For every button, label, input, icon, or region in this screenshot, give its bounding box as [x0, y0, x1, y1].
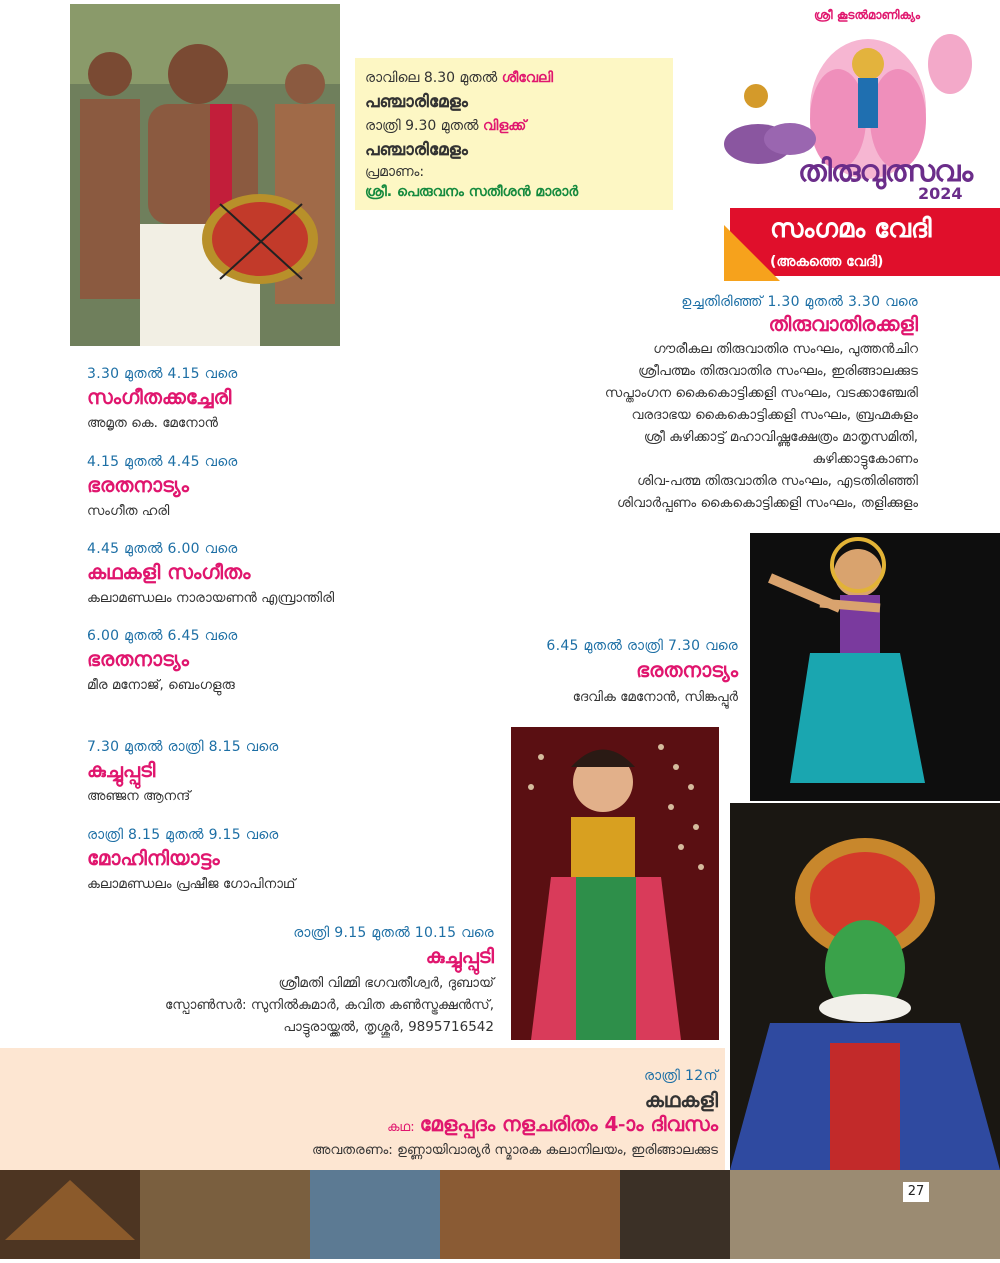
logo-year: 2024 [918, 184, 963, 203]
event-item [398, 638, 738, 708]
event-time: 7.30 മുതൽ രാത്രി 8.15 വരെ [87, 739, 279, 755]
event-title: കഥകളി സംഗീതം [87, 560, 251, 584]
group-list [418, 338, 918, 514]
event-time: 6.00 മുതൽ 6.45 വരെ [87, 628, 238, 644]
event-title: കുച്ചുപ്പുടി [425, 944, 494, 968]
sheeveli-info-box [355, 58, 673, 210]
kathakali-performer-photo [730, 803, 1000, 1170]
event-time: 4.15 മുതൽ 4.45 വരെ [87, 454, 238, 470]
event-time: ഉച്ചതിരിഞ്ഞ് 1.30 മുതൽ 3.30 വരെ [681, 294, 918, 310]
event-title: മോഹിനിയാട്ടം [87, 846, 220, 870]
group-item: ശിവാർപ്പണം കൈകൊട്ടിക്കളി സംഘം, തളിക്കുളം [616, 495, 918, 511]
page-number: 27 [903, 1182, 929, 1202]
bharatanatyam-dancer-photo [750, 533, 1000, 801]
event-title: ഭരതനാട്യം [636, 658, 738, 682]
event-thiruvathirakali [418, 294, 918, 514]
group-item: ശ്രീ കുഴിക്കാട്ട് മഹാവിഷ്ണുക്ഷേത്രം മാതൃസമിതി, [643, 429, 918, 445]
story-label: കഥ: [387, 1120, 415, 1135]
event-performer: ശ്രീമതി വിമ്മി ഭഗവതീശ്വർ, ദുബായ് [278, 975, 494, 991]
group-item: കുഴിക്കാട്ടുകോണം [812, 451, 918, 467]
group-item: വരദാഭയ കൈകൊട്ടിക്കളി സംഘം, ബ്രഹ്മകുളം [631, 407, 918, 423]
event-performer: സംഗീത ഹരി [87, 503, 170, 519]
event-time: രാത്രി 9.15 മുതൽ 10.15 വരെ [293, 925, 494, 941]
sheeveli-time: രാവിലെ 8.30 മുതൽ [365, 70, 498, 86]
event-time: രാത്രി 8.15 മുതൽ 9.15 വരെ [87, 827, 279, 843]
event-item [87, 628, 417, 696]
chenda-drummer-photo [70, 4, 340, 346]
event-presenter: അവതരണം: ഉണ്ണായിവാര്യർ സ്മാരക കലാനിലയം, ഇരിങ്ങാലക്കുട [311, 1142, 718, 1158]
event-performer: കലാമണ്ഡലം പ്രഷീജ ഗോപിനാഥ് [87, 876, 296, 892]
event-sponsor-address: പാട്ടുരായ്ക്കൽ, തൃശ്ശൂർ, 9895716542 [283, 1019, 494, 1035]
panchari-melam-1: പഞ്ചാരിമേളം [365, 92, 468, 112]
sheeveli-label: ശീവേലി [501, 70, 554, 86]
kuchipudi-dancer-photo [511, 727, 719, 1040]
group-item: ഗൗരീകല തിരുവാതിര സംഘം, പുത്തൻചിറ [653, 341, 918, 357]
festival-logo [718, 4, 990, 204]
event-item [54, 925, 494, 1038]
venue-subtitle: (അകത്തെ വേദി) [770, 254, 884, 270]
event-title: സംഗീതക്കച്ചേരി [87, 385, 232, 409]
event-performer: കലാമണ്ഡലം നാരായണൻ എമ്പ്രാന്തിരി [87, 590, 335, 606]
event-performer: അമൃത കെ. മേനോൻ [87, 415, 218, 431]
logo-title: തിരുവുത്സവം [798, 154, 973, 189]
event-item [87, 541, 417, 609]
vilakku-time: രാത്രി 9.30 മുതൽ [365, 118, 479, 134]
event-sponsor: സ്പോൺസർ: സുനിൽകുമാർ, കവിത കൺസ്ട്രക്ഷൻസ്, [164, 997, 494, 1013]
event-time: 3.30 മുതൽ 4.15 വരെ [87, 366, 238, 382]
event-title: കുച്ചുപ്പുടി [87, 758, 156, 782]
venue-title: സംഗമം വേദി [770, 214, 932, 244]
footer-photo-strip [0, 1170, 1000, 1259]
event-title: തിരുവാതിരക്കളി [768, 312, 918, 336]
logo-arc-text: ശ്രീ കൂടൽമാണിക്യം [814, 8, 921, 22]
event-time: 6.45 മുതൽ രാത്രി 7.30 വരെ [546, 638, 738, 654]
event-time: രാത്രി 12ന് [643, 1068, 718, 1084]
event-item [87, 454, 417, 522]
pramanam-name: ശ്രീ. പെരുവനം സതീശൻ മാരാർ [365, 184, 579, 200]
group-item: ശിവ-പത്മ തിരുവാതിര സംഘം, എടതിരിഞ്ഞി [637, 473, 918, 489]
event-performer: മീര മനോജ്, ബെംഗളുരു [87, 677, 235, 693]
group-item: സപ്താംഗന കൈകൊട്ടിക്കളി സംഘം, വടക്കാഞ്ചേരി [604, 385, 918, 401]
vilakku-label: വിളക്ക് [482, 118, 527, 134]
event-performer: അഞ്ജന ആനന്ദ് [87, 788, 191, 804]
panchari-melam-2: പഞ്ചാരിമേളം [365, 140, 468, 160]
event-item [87, 366, 417, 434]
event-performer: ദേവിക മേനോൻ, സിങ്കപ്പൂർ [572, 689, 738, 705]
event-kathakali [118, 1068, 718, 1161]
event-title: ഭരതനാട്യം [87, 473, 189, 497]
event-item [87, 827, 417, 895]
pramanam-label: പ്രമാണം: [365, 164, 425, 180]
event-title: കഥകളി [644, 1088, 718, 1112]
group-item: ശ്രീപത്മം തിരുവാതിര സംഘം, ഇരിങ്ങാലക്കുട [638, 363, 918, 379]
event-time: 4.45 മുതൽ 6.00 വരെ [87, 541, 238, 557]
event-title: ഭരതനാട്യം [87, 647, 189, 671]
story-title: മേളപ്പദം നളചരിതം 4-ാം ദിവസം [419, 1112, 718, 1136]
event-item [87, 739, 417, 807]
